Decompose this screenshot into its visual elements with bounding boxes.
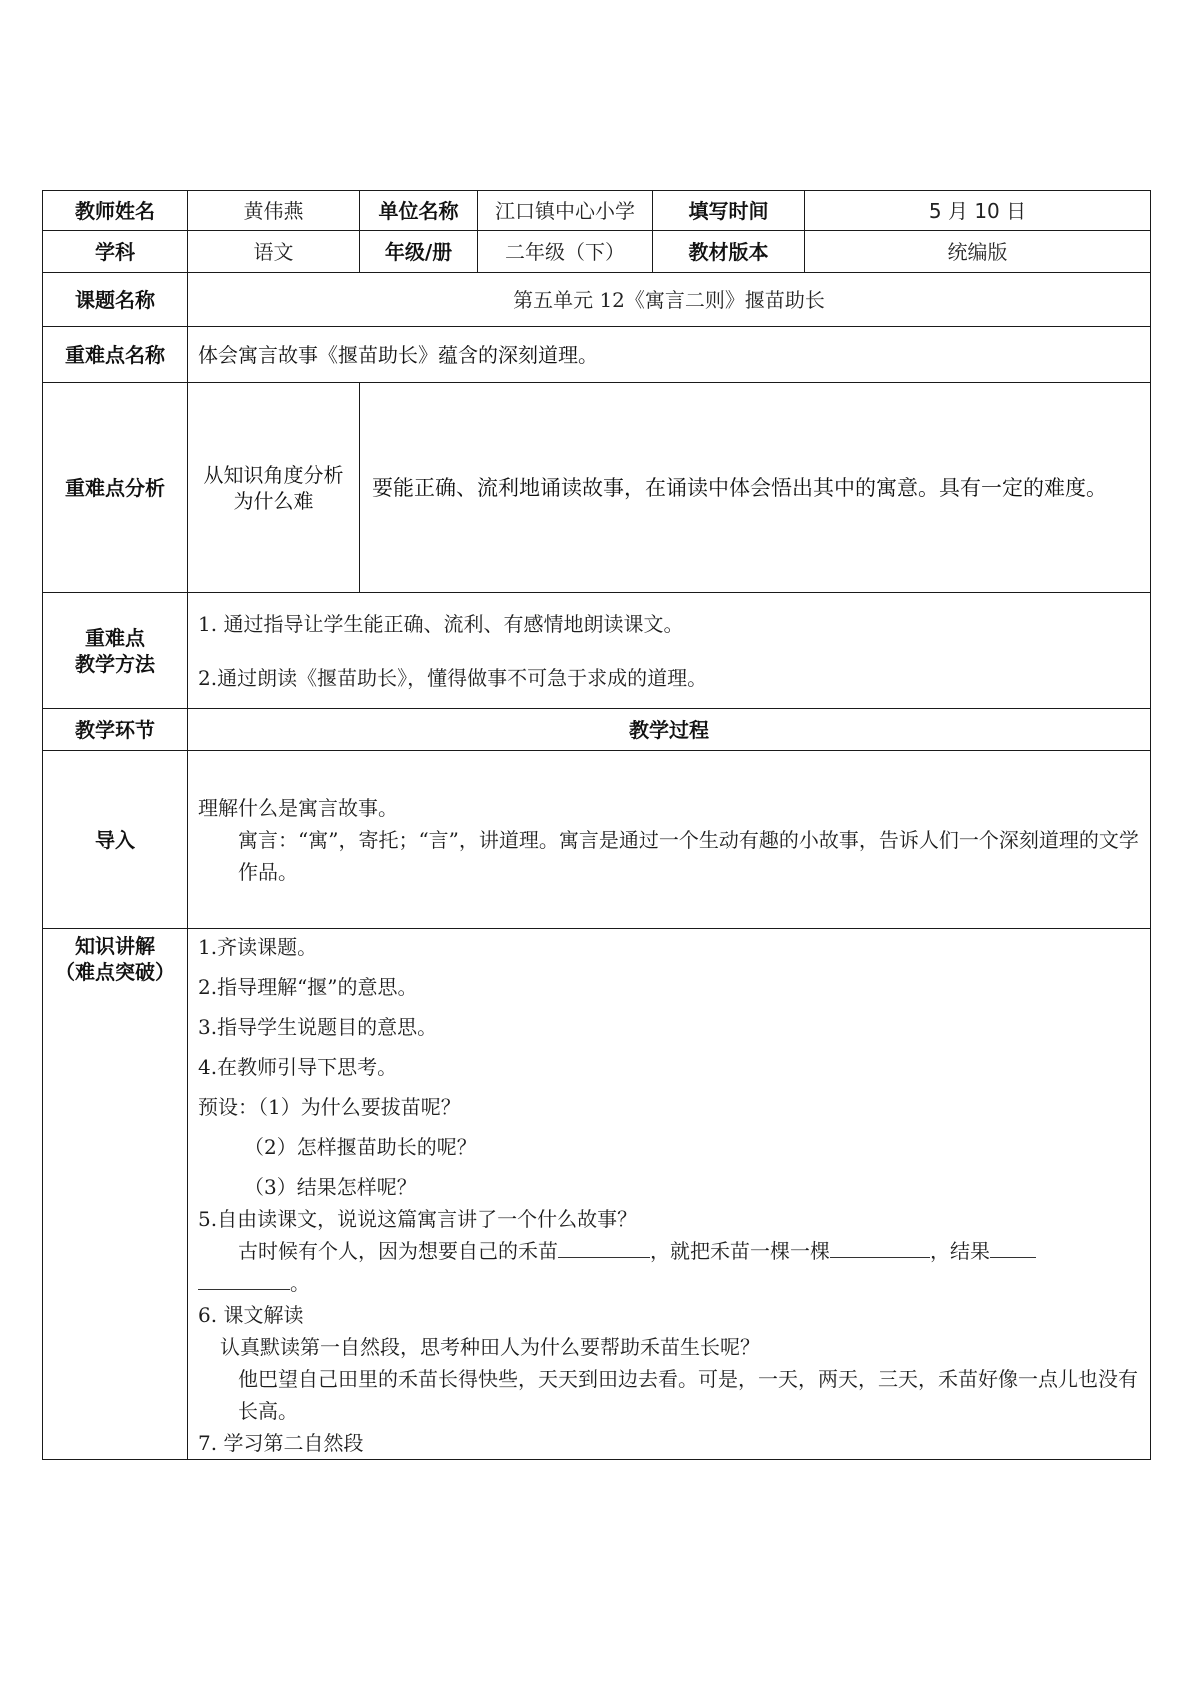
grade-value: 二年级（下） [478,231,653,273]
topic-label: 课题名称 [43,273,188,327]
knowledge-step-2: 2.指导理解“揠”的意思。 [198,975,418,999]
step-6-question: 认真默读第一自然段，思考种田人为什么要帮助禾苗生长呢？ [220,1335,760,1359]
subject-info-row [43,231,1151,273]
fill-text-part-2: ，就把禾苗一棵一棵 [650,1239,830,1263]
fill-blank-1[interactable] [558,1237,650,1258]
lesson-plan-table [42,190,1151,1460]
knowledge-step-6: 6. 课文解读 [198,1303,304,1327]
knowledge-step-7: 7. 学习第二自然段 [198,1431,364,1455]
fill-end-mark: 。 [290,1271,310,1295]
process-header-label: 教学过程 [188,709,1151,751]
analysis-row [43,383,1151,593]
unit-name-value: 江口镇中心小学 [478,191,653,231]
process-header-row [43,709,1151,751]
fill-text-part-1: 古时候有个人，因为想要自己的禾苗 [238,1239,558,1263]
method-item-2: 2.通过朗读《揠苗助长》，懂得做事不可急于求成的道理。 [198,665,708,690]
analysis-sub-label [188,383,360,593]
edition-label: 教材版本 [653,231,805,273]
analysis-sub-label-text: 从知识角度分析为什么难 [203,462,344,513]
knowledge-label [43,929,188,1460]
method-label-line1: 重难点 [85,625,145,650]
keypoint-label: 重难点名称 [43,327,188,383]
fill-blank-3-continued[interactable] [198,1269,290,1290]
method-label [43,593,188,709]
intro-line-1: 理解什么是寓言故事。 [198,795,398,820]
analysis-cell [360,383,1151,593]
keypoint-row [43,327,1151,383]
teacher-name-label: 教师姓名 [43,191,188,231]
teacher-info-row [43,191,1151,231]
preset-question-2: （2）怎样揠苗助长的呢？ [244,1135,477,1159]
knowledge-step-3: 3.指导学生说题目的意思。 [198,1015,438,1039]
fill-blank-2[interactable] [830,1237,930,1258]
knowledge-content [188,929,1151,1460]
subject-label: 学科 [43,231,188,273]
topic-row [43,273,1151,327]
method-item-1: 1. 通过指导让学生能正确、流利、有感情地朗读课文。 [198,611,684,636]
fill-in-line [198,1235,1140,1267]
method-label-line2: 教学方法 [75,651,155,676]
intro-row [43,751,1151,929]
analysis-label: 重难点分析 [43,383,188,593]
method-content [188,593,1151,709]
preset-question-1: 预设：（1）为什么要拔苗呢？ [198,1095,461,1119]
analysis-text: 要能正确、流利地诵读故事，在诵读中体会悟出其中的寓意。具有一定的难度。 [372,475,1107,500]
preset-question-3: （3）结果怎样呢？ [244,1175,417,1199]
intro-line-2: 寓言：“寓”，寄托；“言”，讲道理。寓言是通过一个生动有趣的小故事，告诉人们一个深刻道理的文学作品。 [238,827,1139,884]
knowledge-step-4: 4.在教师引导下思考。 [198,1055,398,1079]
knowledge-label-line1: 知识讲解 [75,934,155,958]
stage-header-label: 教学环节 [43,709,188,751]
edition-value: 统编版 [805,231,1151,273]
fill-blank-3[interactable] [990,1237,1036,1258]
fill-time-label: 填写时间 [653,191,805,231]
grade-label: 年级/册 [360,231,478,273]
fill-time-value: 5 月 10 日 [805,191,1151,231]
fill-text-part-3: ，结果 [930,1239,990,1263]
intro-content [188,751,1151,929]
knowledge-step-1: 1.齐读课题。 [198,935,318,959]
knowledge-row [43,929,1151,1460]
keypoint-value: 体会寓言故事《揠苗助长》蕴含的深刻道理。 [188,327,1151,383]
unit-name-label: 单位名称 [360,191,478,231]
knowledge-label-line2: （难点突破） [55,960,175,984]
method-row [43,593,1151,709]
step-6-text: 他巴望自己田里的禾苗长得快些，天天到田边去看。可是，一天，两天，三天，禾苗好像一点儿也没有长高。 [238,1367,1138,1423]
subject-value: 语文 [188,231,360,273]
intro-label: 导入 [43,751,188,929]
knowledge-step-5: 5.自由读课文，说说这篇寓言讲了一个什么故事？ [198,1207,638,1231]
fill-in-line-2 [198,1267,1140,1299]
topic-value: 第五单元 12《寓言二则》揠苗助长 [188,273,1151,327]
teacher-name-value: 黄伟燕 [188,191,360,231]
